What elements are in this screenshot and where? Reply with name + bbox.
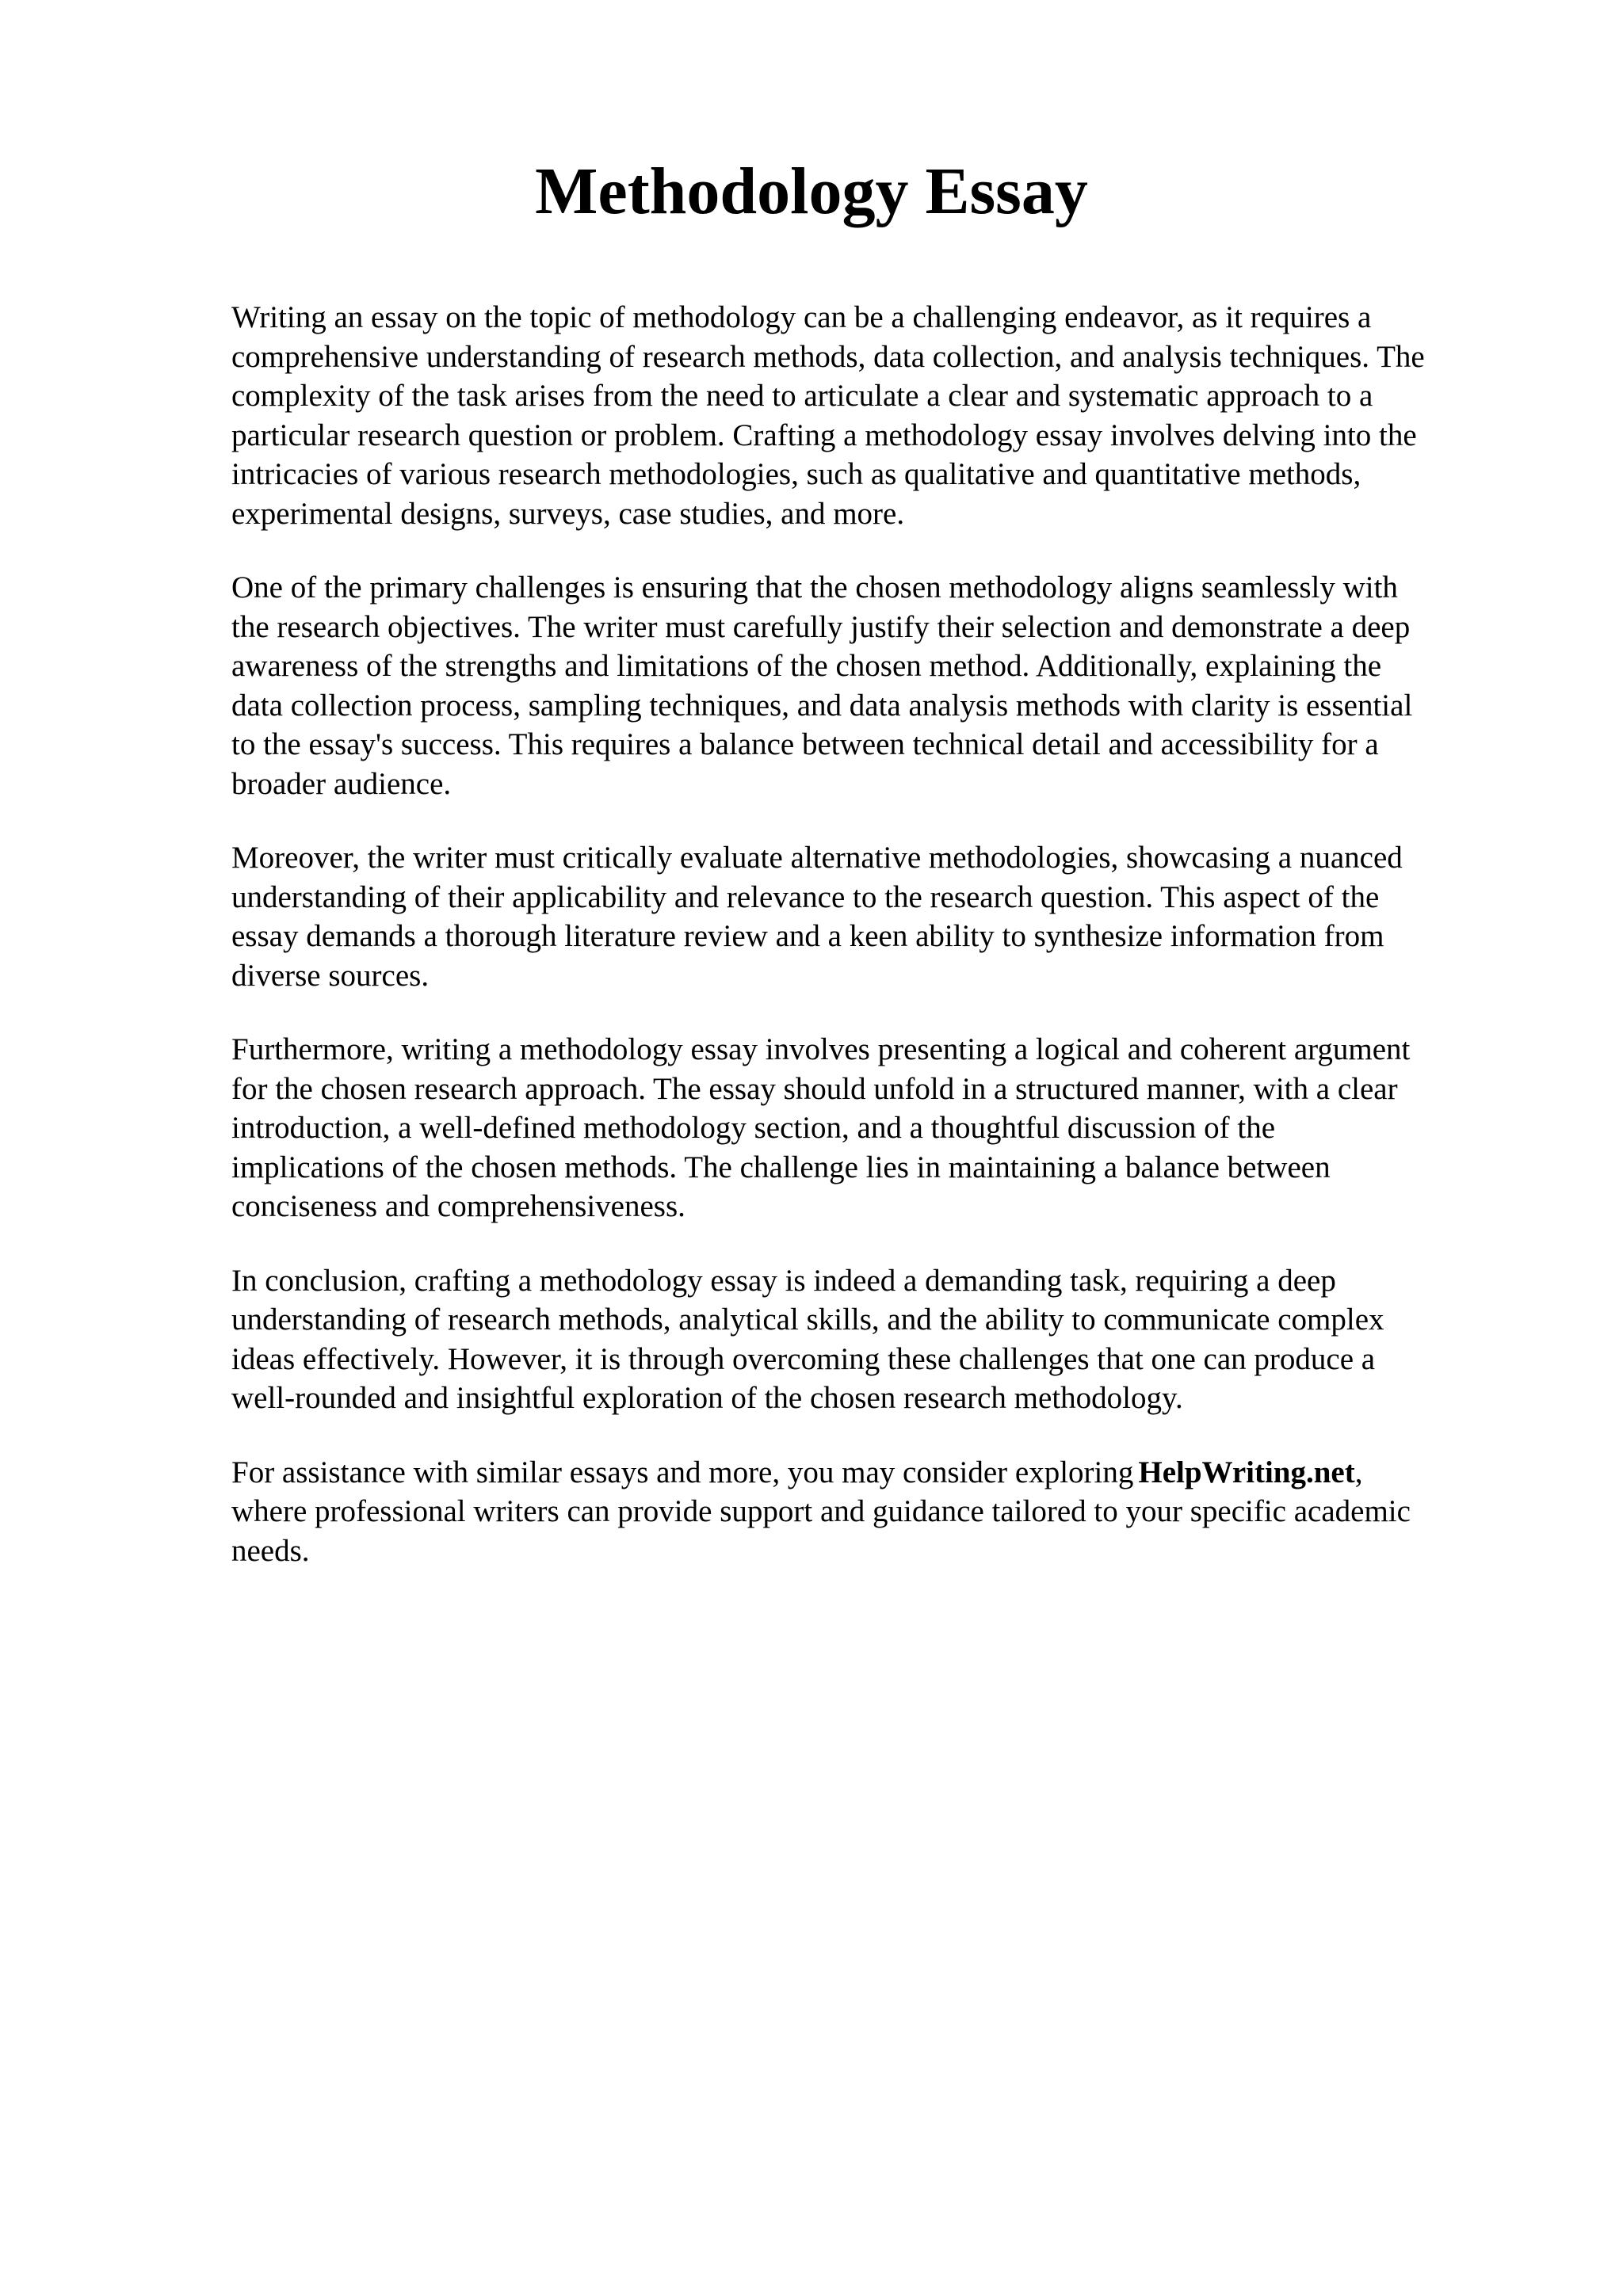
text-line: understanding of their applicability and relevance to the research question. This aspect of the xyxy=(231,879,1380,914)
text-line: needs. xyxy=(231,1533,310,1568)
text-line: awareness of the strengths and limitations of the chosen method. Additionally, explaining the xyxy=(231,649,1381,683)
essay-body xyxy=(231,298,1509,1605)
text-line: the research objectives. The writer must carefully justify their selection and demonstrate a deep xyxy=(231,609,1411,644)
text-line xyxy=(231,1453,1509,1493)
text-line: One of the primary challenges is ensuring that the chosen methodology aligns seamlessly with xyxy=(231,570,1398,605)
text-line: data collection process, sampling techniques, and data analysis methods with clarity is essential xyxy=(231,688,1413,723)
text-line: Furthermore, writing a methodology essay involves presenting a logical and coherent argument xyxy=(231,1032,1411,1066)
text-line: to the essay's success. This requires a balance between technical detail and accessibility for a xyxy=(231,727,1379,761)
text-line: diverse sources. xyxy=(231,958,430,993)
text-line: well-rounded and insightful exploration of the chosen research methodology. xyxy=(231,1381,1183,1415)
page-title: Methodology Essay xyxy=(535,154,1088,228)
text-line: conciseness and comprehensiveness. xyxy=(231,1189,685,1223)
closing-paragraph xyxy=(231,1453,1509,1571)
paragraph-4 xyxy=(231,1030,1509,1226)
text-line: complexity of the task arises from the need to articulate a clear and systematic approach to a xyxy=(231,379,1373,413)
text-line: where professional writers can provide support and guidance tailored to your specific academic xyxy=(231,1494,1411,1528)
text-line: essay demands a thorough literature review and a keen ability to synthesize information from xyxy=(231,919,1384,953)
text-line: implications of the chosen methods. The challenge lies in maintaining a balance between xyxy=(231,1150,1331,1184)
text-line: for the chosen research approach. The essay should unfold in a structured manner, with a clear xyxy=(231,1071,1398,1106)
text-line: comprehensive understanding of research methods, data collection, and analysis techniques. The xyxy=(231,339,1425,374)
text-line: ideas effectively. However, it is through overcoming these challenges that one can produce a xyxy=(231,1341,1376,1376)
paragraph-2 xyxy=(231,568,1509,803)
paragraph-1 xyxy=(231,298,1509,533)
closing-comma: , xyxy=(1354,1455,1363,1489)
text-line: Writing an essay on the topic of methodology can be a challenging endeavor, as it requires a xyxy=(231,300,1372,334)
text-line: broader audience. xyxy=(231,766,452,801)
text-line: understanding of research methods, analytical skills, and the ability to communicate complex xyxy=(231,1302,1384,1337)
paragraph-5 xyxy=(231,1261,1509,1418)
paragraph-3 xyxy=(231,838,1509,995)
text-line: In conclusion, crafting a methodology essay is indeed a demanding task, requiring a deep xyxy=(231,1263,1336,1298)
helpwriting-link[interactable]: HelpWriting.net xyxy=(1138,1455,1355,1489)
text-line: Moreover, the writer must critically evaluate alternative methodologies, showcasing a nuanced xyxy=(231,841,1403,875)
text-line: experimental designs, surveys, case studies, and more. xyxy=(231,496,905,531)
text-line: intricacies of various research methodologies, such as qualitative and quantitative methods, xyxy=(231,457,1361,491)
closing-lead-text: For assistance with similar essays and more, you may consider exploring xyxy=(231,1455,1134,1489)
text-line: particular research question or problem. Crafting a methodology essay involves delving into the xyxy=(231,418,1417,452)
text-line: introduction, a well-defined methodology section, and a thoughtful discussion of the xyxy=(231,1111,1276,1145)
